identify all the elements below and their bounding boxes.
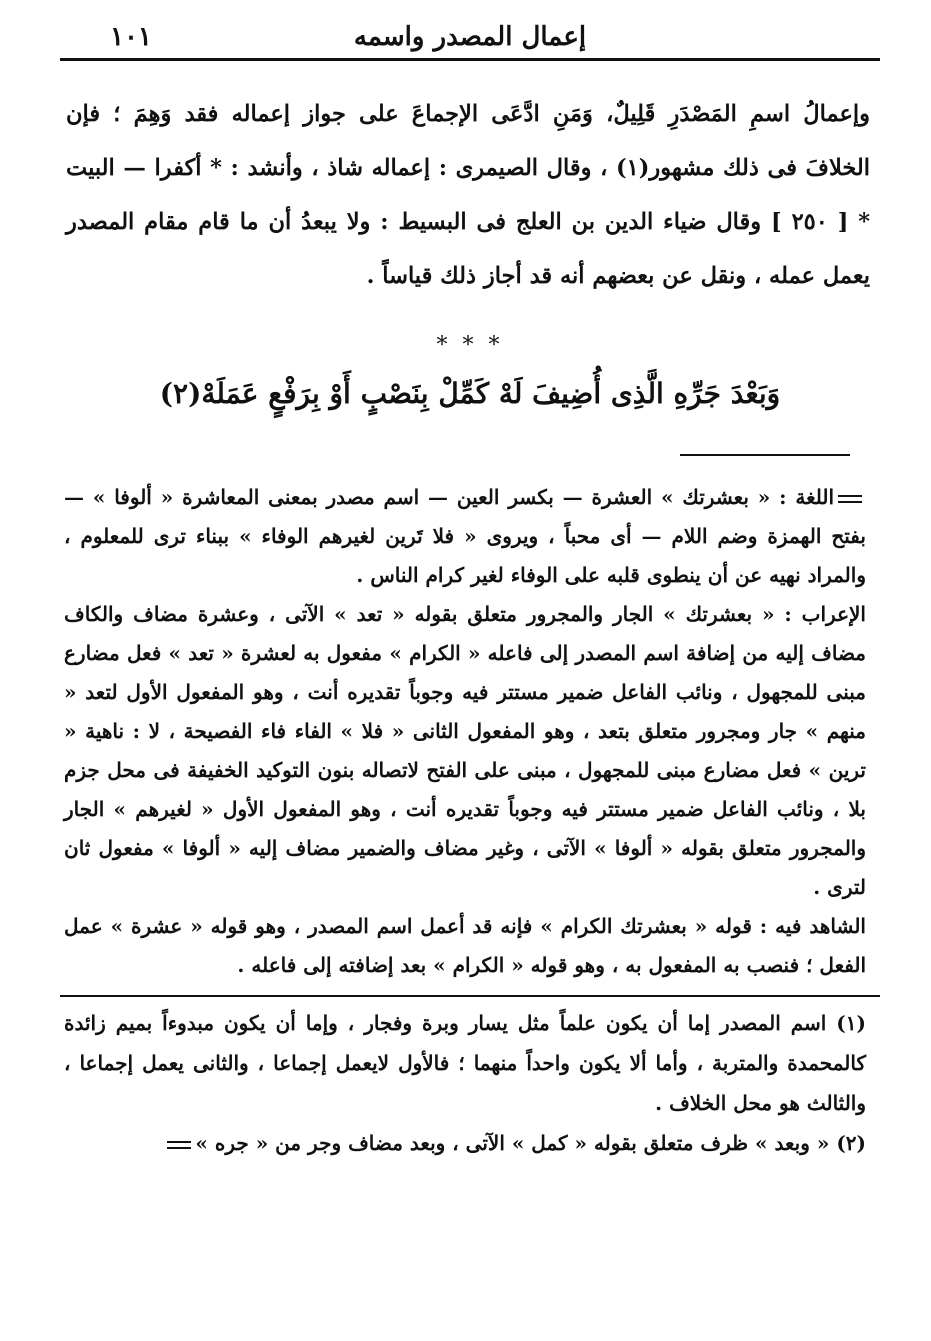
footnote-1: (١) اسم المصدر إما أن يكون علماً مثل يسار وبرة وفجار ، وإما أن يكون مبدوءاً بميم زائدة كالمحمدة والمتربة ، وأما ألا يكون واحداً منهما ؛ فالأول لايعمل إجماعا ، والثانى يعمل إجماعا ، والثالث هو محل الخلاف . bbox=[64, 1011, 866, 1115]
footnote-2: (٢) « وبعد » ظرف متعلق بقوله « كمل » الآتى ، وبعد مضاف وجر من « جره » bbox=[64, 1123, 866, 1163]
page-header bbox=[60, 18, 880, 61]
continuation-mark-end bbox=[167, 1137, 191, 1153]
main-paragraph: وإعمالُ اسمِ المَصْدَرِ قَلِيلٌ، وَمَنِ ادَّعَى الإجماعَ على جواز إعماله فقد وَهِمَ ؛ فإن الخلافَ فى ذلك مشهور(١) ، وقال الصيمرى : إعماله شاذ ، وأنشد : * أكفرا — البيت * [ ٢٥٠ ] وقال ضياء الدين بن العلج فى البسيط : ولا يبعدُ أن ما قام مقام المصدر يعمل عمله ، ونقل عن بعضهم أنه قد أجاز ذلك قياساً . bbox=[66, 101, 870, 289]
alfiyya-verse: وَبَعْدَ جَرِّهِ الَّذِى أُضِيفَ لَهْ كَمِّلْ بِنَصْبٍ أَوْ بِرَفْعٍ عَمَلَهْ(٢) bbox=[159, 377, 781, 410]
shahid-commentary bbox=[64, 478, 866, 985]
irab-paragraph: الإعراب : « بعشرتك » الجار والمجرور متعلق بقوله « تعد » الآتى ، وعشرة مضاف والكاف مضاف إليه من إضافة اسم المصدر إلى فاعله « الكرام » مفعول به لعشرة « تعد » فعل مضارع مبنى للمجهول ، ونائب الفاعل ضمير مستتر فيه وجوباً تقديره أنت ، وهو المفعول الأول لتعد « منهم » جار ومجرور متعلق بتعد ، وهو المفعول الثانى « فلا » الفاء فاء الفصيحة ، لا : ناهية « ترين » فعل مضارع مبنى للمجهول ، مبنى على الفتح لاتصاله بنون التوكيد الخفيفة فى محل جزم بلا ، ونائب الفاعل ضمير مستتر فيه وجوباً تقديره أنت ، وهو المفعول الأول « لغيرهم » الجار والمجرور متعلق بقوله « ألوفا » الآتى ، وغير مضاف والضمير مضاف إليه « ألوفا » مفعول ثان لترى . bbox=[64, 602, 866, 899]
running-title: إعمال المصدر واسمه bbox=[353, 22, 587, 52]
shahid-paragraph: الشاهد فيه : قوله « بعشرتك الكرام » فإنه قد أعمل اسم المصدر ، وهو قوله « عشرة » عمل الفعل ؛ فنصب به المفعول به ، وهو قوله « الكرام » بعد إضافته إلى فاعله . bbox=[64, 914, 866, 977]
footnotes-divider bbox=[60, 995, 880, 997]
footnotes bbox=[64, 1003, 866, 1163]
continuation-mark bbox=[838, 491, 862, 507]
book-page bbox=[60, 18, 880, 1163]
page-number: ١٠١ bbox=[110, 22, 152, 52]
footnote-separator-line bbox=[680, 454, 850, 456]
lugha-paragraph: اللغة : « بعشرتك » العشرة — بكسر العين — اسم مصدر بمعنى المعاشرة « ألوفا » — بفتح الهمزة وضم اللام — أى محباً ، ويروى « فلا تَرين لغيرهم الوفاء » ببناء ترى للمعلوم ، والمراد نهيه عن أن ينطوى قلبه على الوفاء لغير كرام الناس . bbox=[64, 485, 866, 587]
section-separator-stars: * * * bbox=[436, 333, 504, 358]
